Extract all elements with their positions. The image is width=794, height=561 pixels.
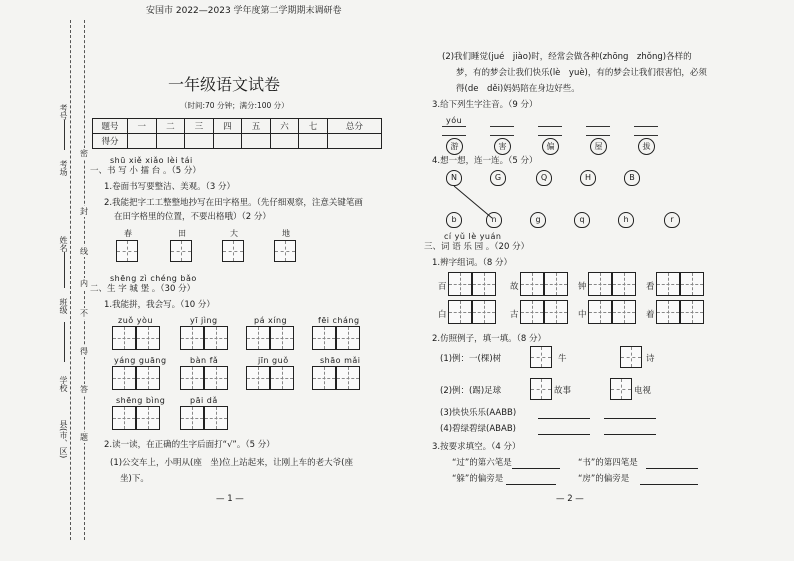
pinyin-word: bàn fǎ	[190, 356, 219, 365]
answer-blank[interactable]	[512, 468, 560, 469]
score-header-cell: 一	[128, 119, 157, 134]
pinyin-word: pāi dǎ	[190, 396, 218, 405]
tianzige-box[interactable]	[136, 326, 160, 350]
seal-char: 答	[80, 385, 88, 394]
fill-1b: “书”的第四笔是	[578, 458, 638, 468]
zhuyin-char: 拔	[638, 138, 655, 155]
score-header-cell: 二	[156, 119, 185, 134]
tianzige-box[interactable]	[610, 378, 632, 400]
tianzige-box[interactable]	[620, 346, 642, 368]
answer-blank[interactable]	[646, 468, 698, 469]
side-label-class: 班级	[59, 298, 68, 314]
seal-char: 题	[80, 433, 88, 442]
score-header-cell: 三	[185, 119, 214, 134]
tianzige-box[interactable]	[204, 366, 228, 390]
fill-2a: “躲”的偏旁是	[452, 474, 504, 484]
zhuyin-char: 屋	[590, 138, 607, 155]
s2q2-2-line3: 得(de děi)妈妈陪在身边好些。	[456, 84, 580, 94]
q2-text-line1: 2.我能把字工工整整地抄写在田字格里。（先仔细观察，注意关键笔画	[104, 198, 363, 208]
lowercase-letter[interactable]: h	[618, 212, 634, 228]
tianzige-box[interactable]	[136, 406, 160, 430]
tianzige-box[interactable]	[612, 272, 636, 296]
seal-char: 得	[80, 347, 88, 356]
tianzige-box[interactable]	[312, 326, 336, 350]
pinyin-word: pá xíng	[254, 316, 288, 325]
tianzige-box[interactable]	[204, 326, 228, 350]
q2-text-line2: 在田字格里的位置，不要出格哦）（2 分）	[114, 212, 271, 222]
tianzige-box[interactable]	[530, 346, 552, 368]
uppercase-letter[interactable]: Q	[536, 170, 552, 186]
page-number-1: — 1 —	[216, 494, 244, 504]
tianzige-box[interactable]	[544, 272, 568, 296]
example3-text: (3)快快乐乐(AABB)	[440, 408, 517, 418]
side-label-kaochang: 考场	[59, 160, 68, 176]
side-label-kaohao: 考号	[59, 104, 68, 120]
subject-title: 一年级语文试卷	[168, 75, 281, 94]
tianzige-box[interactable]	[246, 326, 270, 350]
seal-char: 不	[80, 309, 88, 318]
score-header-cell: 总分	[327, 119, 381, 134]
tianzige-box[interactable]	[680, 272, 704, 296]
lowercase-letter[interactable]: g	[530, 212, 546, 228]
pinyin-word: zuǒ yòu	[118, 316, 153, 325]
copy-char: 田	[178, 229, 186, 238]
score-header-cell: 七	[299, 119, 328, 134]
zhuyin-char: 游	[446, 138, 463, 155]
side-label-school: 学校	[59, 376, 68, 392]
s2q2-2-line1: (2)我们睡觉(jué jiào)时，经常会做各种(zhōng zhǒng)各样的	[442, 52, 692, 62]
score-cell[interactable]	[185, 134, 214, 149]
tianzige-box[interactable]	[612, 300, 636, 324]
answer-blank[interactable]	[604, 418, 656, 419]
group-char: 故	[510, 282, 519, 292]
score-cell[interactable]	[270, 134, 299, 149]
tianzige-box[interactable]	[222, 240, 244, 262]
tianzige-box[interactable]	[136, 366, 160, 390]
s3q3-text: 3.按要求填空。（4 分）	[432, 442, 521, 452]
tianzige-box[interactable]	[170, 240, 192, 262]
tianzige-box[interactable]	[336, 366, 360, 390]
s2q3-text: 3.给下列生字注音。（9 分）	[432, 100, 538, 110]
pinyin-word: jīn guǒ	[258, 356, 289, 365]
zhuyin-char: 偏	[542, 138, 559, 155]
fill-1a: “过”的第六笔是	[452, 458, 512, 468]
s2q2-1-line1: (1)公交车上，小明从(座 坐)位上站起来，让刚上车的老大爷(座	[110, 458, 353, 468]
s3q1-text: 1.辨字组词。（8 分）	[432, 258, 512, 268]
tianzige-box[interactable]	[112, 366, 136, 390]
example2-item: 故事	[554, 386, 572, 396]
section3-pinyin: cí yǔ lè yuán	[444, 232, 502, 241]
answer-blank[interactable]	[538, 418, 590, 419]
seal-char: 线	[80, 247, 88, 256]
tianzige-box[interactable]	[448, 272, 472, 296]
score-header-cell: 六	[270, 119, 299, 134]
score-table	[92, 118, 382, 149]
group-char: 看	[646, 282, 655, 292]
copy-char: 大	[230, 229, 238, 238]
group-char: 白	[438, 310, 447, 320]
tianzige-box[interactable]	[270, 326, 294, 350]
copy-char: 春	[124, 229, 132, 238]
answer-blank[interactable]	[604, 434, 656, 435]
lowercase-letter[interactable]: n	[486, 212, 502, 228]
s2q2-2-line2: 梦，有的梦会让我们快乐(lè yuè)，有的梦会让我们很害怕，必须	[456, 68, 707, 78]
tianzige-box[interactable]	[588, 300, 612, 324]
tianzige-box[interactable]	[270, 366, 294, 390]
section1-title: 一、书 写 小 擂 台 。（5 分）	[90, 166, 201, 176]
time-info: （时间:70 分钟；满分:100 分）	[180, 101, 289, 110]
fill-2b: “房”的偏旁是	[578, 474, 630, 484]
score-cell[interactable]	[156, 134, 185, 149]
zhuyin-char: 害	[494, 138, 511, 155]
s2q4-text: 4.想一想，连一连。（5 分）	[432, 156, 538, 166]
tianzige-box[interactable]	[336, 326, 360, 350]
tianzige-box[interactable]	[204, 406, 228, 430]
tianzige-box[interactable]	[112, 326, 136, 350]
example4-text: (4)碧绿碧绿(ABAB)	[440, 424, 516, 434]
tianzige-box[interactable]	[680, 300, 704, 324]
tianzige-box[interactable]	[180, 326, 204, 350]
answer-blank[interactable]	[640, 484, 698, 485]
group-char: 百	[438, 282, 447, 292]
tianzige-box[interactable]	[588, 272, 612, 296]
tianzige-box[interactable]	[530, 378, 552, 400]
example2-item: 电视	[634, 386, 652, 396]
score-table-header	[93, 119, 382, 134]
pinyin-word: shēng bìng	[116, 396, 166, 405]
pinyin-word: fēi cháng	[318, 316, 360, 325]
tianzige-box[interactable]	[520, 272, 544, 296]
tianzige-box[interactable]	[180, 406, 204, 430]
blank-line[interactable]	[64, 120, 66, 150]
tianzige-box[interactable]	[656, 300, 680, 324]
s3q2-text: 2.仿照例子，填一填。（8 分）	[432, 334, 546, 344]
blank-line[interactable]	[64, 252, 66, 288]
lowercase-letter[interactable]: r	[664, 212, 680, 228]
seal-char: 封	[80, 207, 88, 216]
score-cell[interactable]	[242, 134, 271, 149]
group-char: 中	[578, 310, 587, 320]
seal-char: 内	[80, 279, 88, 288]
uppercase-letter[interactable]: H	[580, 170, 596, 186]
tianzige-box[interactable]	[472, 272, 496, 296]
answer-blank[interactable]	[506, 484, 556, 485]
score-table-row	[93, 134, 382, 149]
example1-item: 诗	[646, 354, 655, 364]
seal-char: 密	[80, 149, 88, 158]
group-char: 古	[510, 310, 519, 320]
pinyin-word: yáng guāng	[114, 356, 167, 365]
group-char: 钟	[578, 282, 587, 292]
lowercase-letter[interactable]: b	[446, 212, 462, 228]
copy-char: 地	[282, 229, 290, 238]
seal-line-outer	[70, 20, 71, 540]
uppercase-letter[interactable]: N	[446, 170, 462, 186]
group-char: 着	[646, 310, 655, 320]
score-cell[interactable]	[327, 134, 381, 149]
score-cell[interactable]	[299, 134, 328, 149]
tianzige-box[interactable]	[544, 300, 568, 324]
uppercase-letter[interactable]: G	[490, 170, 506, 186]
pinyin-word: shāo mǎi	[320, 356, 361, 365]
score-header-cell: 四	[213, 119, 242, 134]
pinyin-word: yī jìng	[190, 316, 218, 325]
tianzige-box[interactable]	[274, 240, 296, 262]
tianzige-box[interactable]	[246, 366, 270, 390]
score-row-label: 得分	[93, 134, 128, 149]
section1-pinyin: shū xiě xiǎo lèi tái	[110, 156, 193, 165]
section3-title: 三、词 语 乐 园 。（20 分）	[424, 242, 530, 252]
tianzige-box[interactable]	[472, 300, 496, 324]
pinyin-line[interactable]	[634, 126, 658, 136]
tianzige-box[interactable]	[520, 300, 544, 324]
tianzige-box[interactable]	[448, 300, 472, 324]
s2q1-text: 1.我能拼，我会写。（10 分）	[104, 300, 215, 310]
tianzige-box[interactable]	[312, 366, 336, 390]
s2q2-text: 2.读一读，在正确的生字后面打“√”。（5 分）	[104, 440, 275, 450]
tianzige-box[interactable]	[180, 366, 204, 390]
tianzige-box[interactable]	[116, 240, 138, 262]
score-header-cell: 题号	[93, 119, 128, 134]
pinyin-line[interactable]	[538, 126, 562, 136]
example2-prefix: (2)例：(踢)足球	[440, 386, 502, 396]
example1-prefix: (1)例：一(棵)树	[440, 354, 502, 364]
tianzige-box[interactable]	[656, 272, 680, 296]
score-header-cell: 五	[242, 119, 271, 134]
page-number-2: — 2 —	[556, 494, 584, 504]
pinyin-line[interactable]	[490, 126, 514, 136]
section2-title: 二、生 字 城 堡 。（30 分）	[90, 284, 196, 294]
side-label-county: 县(市、区)	[59, 420, 68, 459]
lowercase-letter[interactable]: q	[574, 212, 590, 228]
example1-item: 牛	[558, 354, 567, 364]
section2-pinyin: shēng zì chéng bǎo	[110, 274, 197, 283]
score-cell[interactable]	[128, 134, 157, 149]
answer-blank[interactable]	[538, 434, 590, 435]
uppercase-letter[interactable]: B	[624, 170, 640, 186]
pinyin-line[interactable]	[442, 126, 466, 136]
pinyin-line[interactable]	[586, 126, 610, 136]
score-cell[interactable]	[213, 134, 242, 149]
blank-line[interactable]	[64, 322, 66, 362]
tianzige-box[interactable]	[112, 406, 136, 430]
exam-title: 安国市 2022—2023 学年度第二学期期末调研卷	[146, 6, 342, 16]
q1-text: 1.卷面书写要整洁、美观。（3 分）	[104, 182, 235, 192]
side-label-name: 姓名	[59, 236, 68, 252]
s2q2-1-line2: 坐)下。	[120, 474, 149, 484]
zhuyin-example: yóu	[446, 116, 463, 125]
